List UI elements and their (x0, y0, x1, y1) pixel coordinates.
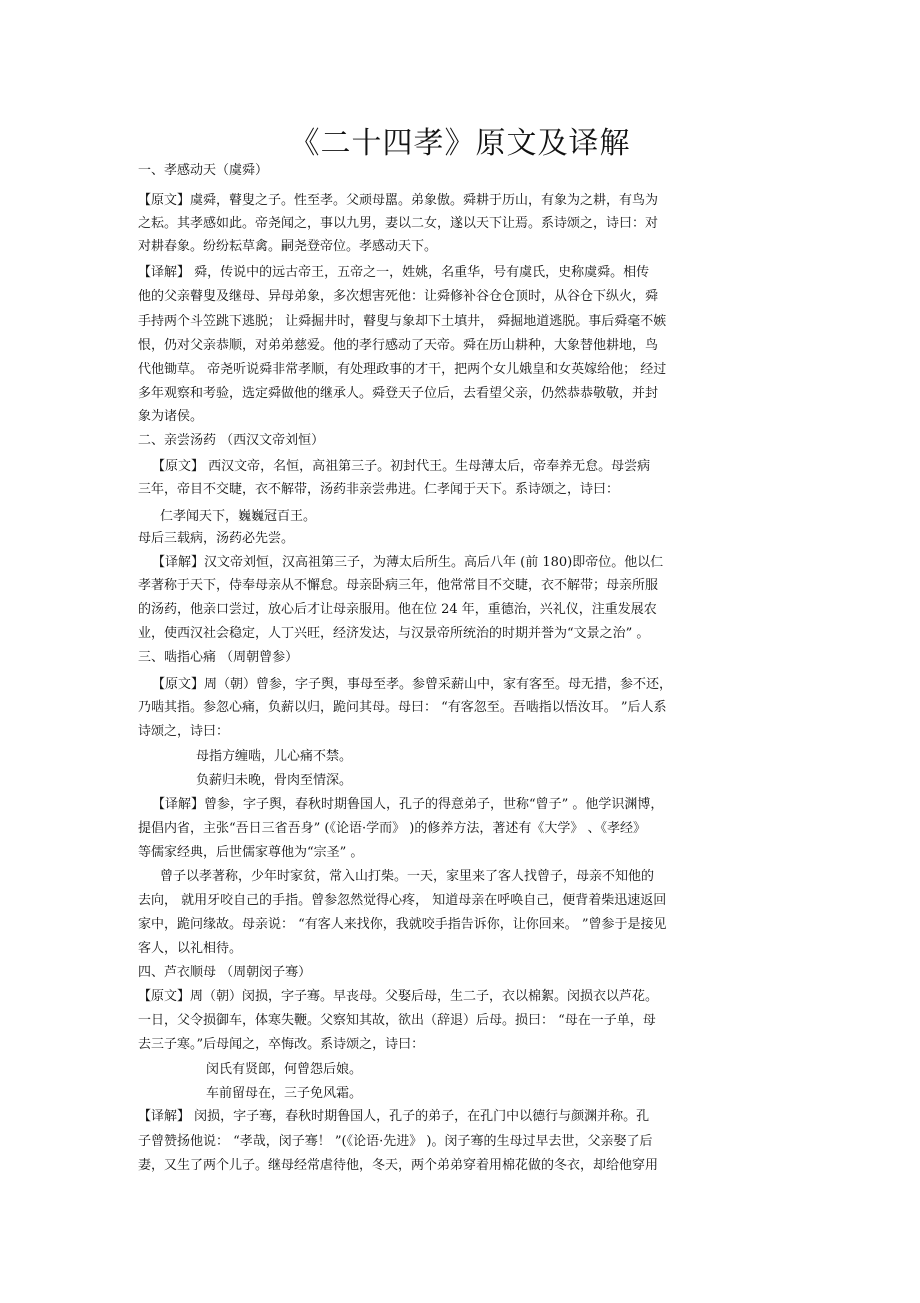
text-line: 恨，仍对父亲恭顺，对弟弟慈爱。他的孝行感动了天帝。舜在历山耕种，大象替他耕地，鸟 (138, 338, 659, 353)
poem-line: 车前留母在，三子免风霜。 (206, 1086, 363, 1101)
text-line: 孝著称于天下，侍奉母亲从不懈怠。母亲卧病三年，他常常目不交睫，衣不解带；母亲所服 (138, 578, 659, 593)
text-line: 对耕春象。纷纷耘草禽。嗣尧登帝位。孝感动天下。 (138, 239, 438, 254)
text-line: 【译解】 舜，传说中的远古帝王，五帝之一，姓姚，名重华，号有虞氏，史称虞舜。相传 (138, 265, 650, 280)
section-heading: 二、亲尝汤药 （西汉文帝刘恒） (138, 433, 325, 448)
text-line: 一日，父令损御车，体寒失鞭。父察知其故，欲出（辞退）后母。损曰： “母在一子单，母 (138, 1013, 656, 1028)
text-line: 【译解】 闵损，字子骞，春秋时期鲁国人，孔子的弟子，在孔门中以德行与颜渊并称。孔 (138, 1109, 650, 1124)
poem-line: 母指方缠啮，儿心痛不禁。 (196, 749, 353, 764)
poem-line: 仁孝闻天下，巍巍冠百王。 (160, 509, 317, 524)
text-line: 妻，又生了两个儿子。继母经常虐待他，冬天，两个弟弟穿着用棉花做的冬衣，却给他穿用 (138, 1158, 659, 1173)
text-line: 【译解】曾参，字子舆，春秋时期鲁国人，孔子的得意弟子，世称“曾子” 。他学识渊博， (152, 797, 664, 812)
text-line: 【原文】周（朝）曾参，字子舆，事母至孝。参曾采薪山中，家有客至。母无措，参不还， (152, 677, 673, 692)
text-line: 诗颂之，诗曰： (138, 724, 230, 739)
text-line: 【原文】周（朝）闵损，字子骞。早丧母。父娶后母，生二子，衣以棉絮。闵损衣以芦花。 (138, 989, 659, 1004)
poem-line: 负薪归未晚，骨肉至情深。 (196, 773, 353, 788)
text-line: 多年观察和考验，选定舜做他的继承人。舜登天子位后，去看望父亲，仍然恭恭敬敬，并封 (138, 386, 659, 401)
text-line: 家中，跪问缘故。母亲说： “有客人来找你，我就咬手指告诉你，让你回来。 ”曾参于是接见 (138, 917, 667, 932)
text-line: 象为诸侯。 (138, 409, 204, 424)
poem-line: 母后三载病，汤药必先尝。 (138, 531, 295, 546)
text-line: 提倡内省，主张“吾日三省吾身” (《论语·学而》 )的修养方法，著述有《大学》 、《孝经》 (138, 821, 646, 836)
section-heading: 三、啮指心痛 （周朝曾参） (138, 650, 299, 665)
text-line: 去三子寒。”后母闻之，卒悔改。系诗颂之，诗曰： (138, 1037, 425, 1052)
text-line: 【原文】虞舜，瞽叟之子。性至孝。父顽母嚚。弟象傲。舜耕于历山，有象为之耕，有鸟为 (138, 193, 659, 208)
poem-line: 闵氏有贤郎，何曾怨后娘。 (206, 1062, 363, 1077)
text-line: 等儒家经典，后世儒家尊他为“宗圣” 。 (138, 845, 364, 860)
text-line: 客人，以礼相待。 (138, 941, 243, 956)
document-title: 《二十四孝》原文及译解 (289, 126, 631, 161)
text-line: 手持两个斗笠跳下逃脱； 让舜掘井时，瞽叟与象却下土填井， 舜掘地道逃脱。事后舜毫不嫉 (138, 314, 667, 329)
section-heading: 一、孝感动天（虞舜） (138, 163, 269, 178)
text-line: 乃啮其指。参忽心痛，负薪以归，跪问其母。母曰： “有客忽至。吾啮指以悟汝耳。 ”后人系 (138, 700, 667, 715)
text-line: 他的父亲瞽叟及继母、异母弟象，多次想害死他：让舜修补谷仓仓顶时，从谷仓下纵火，舜 (138, 289, 659, 304)
text-line: 之耘。其孝感如此。帝尧闻之，事以九男，妻以二女，遂以天下让焉。系诗颂之，诗曰：对 (138, 216, 659, 231)
text-line: 【原文】 西汉文帝，名恒，高祖第三子。初封代王。生母薄太后，帝奉养无怠。母尝病 (152, 459, 651, 474)
text-line: 曾子以孝著称，少年时家贫，常入山打柴。一天，家里来了客人找曾子，母亲不知他的 (160, 869, 655, 884)
text-line: 三年，帝目不交睫，衣不解带，汤药非亲尝弗进。仁孝闻于天下。系诗颂之，诗曰： (138, 482, 620, 497)
text-line: 去向， 就用牙咬自己的手指。曾参忽然觉得心疼， 知道母亲在呼唤自己，便背着柴迅速返回 (138, 893, 667, 908)
text-line: 业，使西汉社会稳定，人丁兴旺，经济发达，与汉景帝所统治的时期并誉为“文景之治” 。 (138, 626, 650, 641)
text-line: 子曾赞扬他说： “孝哉，闵子骞！ ”(《论语·先进》 )。闵子骞的生母过早去世，父亲娶了后 (138, 1134, 653, 1149)
section-heading: 四、芦衣顺母 （周朝闵子骞） (138, 965, 312, 980)
text-line: 【译解】汉文帝刘恒，汉高祖第三子，为薄太后所生。高后八年 (前 180)即帝位。他以仁 (152, 555, 664, 570)
text-line: 的汤药，他亲口尝过，放心后才让母亲服用。他在位 24 年，重德治，兴礼仪，注重发展农 (138, 602, 657, 617)
text-line: 代他锄草。 帝尧听说舜非常孝顺，有处理政事的才干，把两个女儿娥皇和女英嫁给他； 经过 (138, 362, 667, 377)
